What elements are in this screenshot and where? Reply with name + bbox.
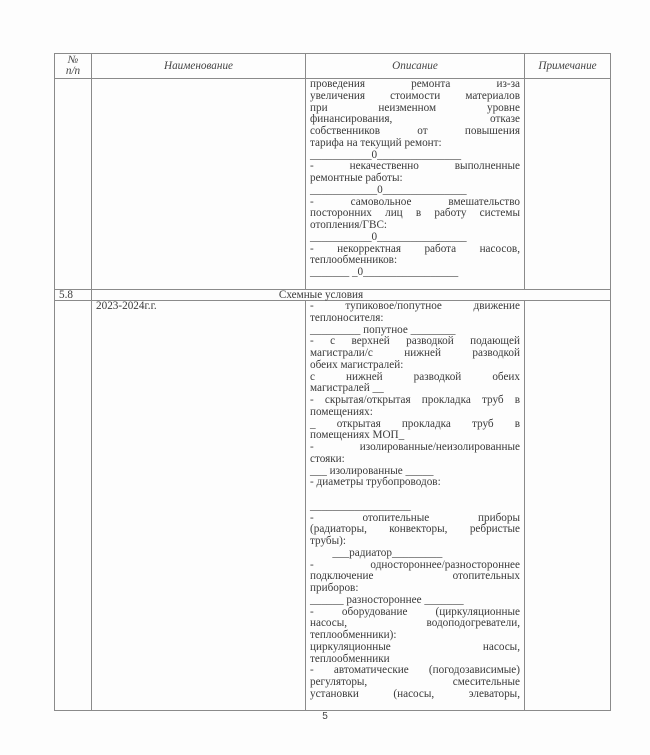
description-line: - одностороннее/разностороннее [310,558,520,571]
description-line: помещениях МОП_ [310,429,405,442]
page-number: 5 [322,711,328,722]
description-line: ___ изолированные _____ [310,464,434,477]
description-line: приборов: [310,582,359,594]
section-number: 5.8 [55,290,92,301]
description-line: при неизменном уровне [310,101,520,114]
cell-description [306,301,525,711]
description-line: отопления/ГВС: [310,219,388,231]
description-line: ремонтные работы: [310,172,403,184]
description-line: - оборудование (циркуляционные [310,605,520,618]
description-line: подключение отопительных [310,570,520,583]
description-line: ______ разностороннее _______ [310,593,464,606]
description-line: теплообменники [310,652,390,665]
header-description: Описание [306,54,525,79]
description-line: тарифа на текущий ремонт: [310,136,442,149]
description-line: - с верхней разводкой подающей [310,335,520,348]
description-line [310,489,520,501]
description-line: - диаметры трубопроводов: [310,476,441,489]
description-line: _ открытая прокладка труб в [310,417,520,430]
description-line: теплоносителя: [310,311,384,324]
table-header-row [55,54,611,79]
description-line: магистрали/с нижней разводкой [310,347,520,359]
description-line: финансирования, отказе [310,113,520,126]
description-line: _________ попутное ________ [310,323,456,336]
description-line: трубы): [310,535,346,547]
table-row-main [55,301,611,711]
description-line: - тупиковое/попутное движение [310,300,520,312]
description-line: - некачественно выполненные [310,160,520,173]
description-line: насосы, водоподогреватели, [310,617,520,630]
description-line: теплообменники): [310,629,397,641]
cell-note [525,79,611,290]
description-line: ___радиатор_________ [310,546,443,559]
table-row-section [55,290,611,301]
cell-number [55,79,92,290]
description-line: (радиаторы, конвекторы, ребристые [310,523,520,536]
header-number-line2: п/п [65,65,81,77]
description-line: регуляторы, смесительные [310,676,520,688]
description-line: ___________0_______________ [310,148,462,161]
description-line: - автоматические (погодозависимые) [310,664,520,677]
cell-name [92,79,306,290]
header-name: Наименование [92,54,306,79]
description-line: посторонних лиц в работу системы [310,207,520,220]
description-line: циркуляционные насосы, [310,640,520,653]
description-line: - некорректная работа насосов, [310,242,520,255]
description-line: - самовольное вмешательство [310,195,520,208]
cell-description [306,79,525,290]
description-line: ____________0_______________ [310,183,467,196]
description-line: __________________ [310,499,411,512]
description-line: помещениях: [310,405,373,418]
description-line: стояки: [310,452,345,465]
document-table [54,53,611,711]
header-note: Примечание [525,54,611,79]
cell-number [55,301,92,711]
description-line: собственников от повышения [310,125,520,137]
description-line: проведения ремонта из-за [310,78,520,90]
description-line: с нижней разводкой обеих [310,370,520,383]
description-line: теплообменников: [310,254,398,267]
header-number [55,54,92,79]
description-line: - отопительные приборы [310,511,520,524]
description-line: обеих магистралей: [310,358,404,371]
cell-name: 2023-2024г.г. [92,301,306,711]
description-line: ___________0________________ [310,230,467,243]
description-line: установки (насосы, элеваторы, [310,687,520,700]
table-row-continuation [55,79,611,290]
description-line: увеличения стоимости материалов [310,89,520,102]
section-title [92,290,611,301]
description-line: магистралей __ [310,382,384,395]
cell-note [525,301,611,711]
description-line: - изолированные/неизолированные [310,441,520,453]
header-number-line1: № [67,54,79,66]
description-line: _______ _0_________________ [310,266,459,278]
section-title-text: Схемные условия [278,289,364,301]
description-line: - скрытая/открытая прокладка труб в [310,394,520,406]
